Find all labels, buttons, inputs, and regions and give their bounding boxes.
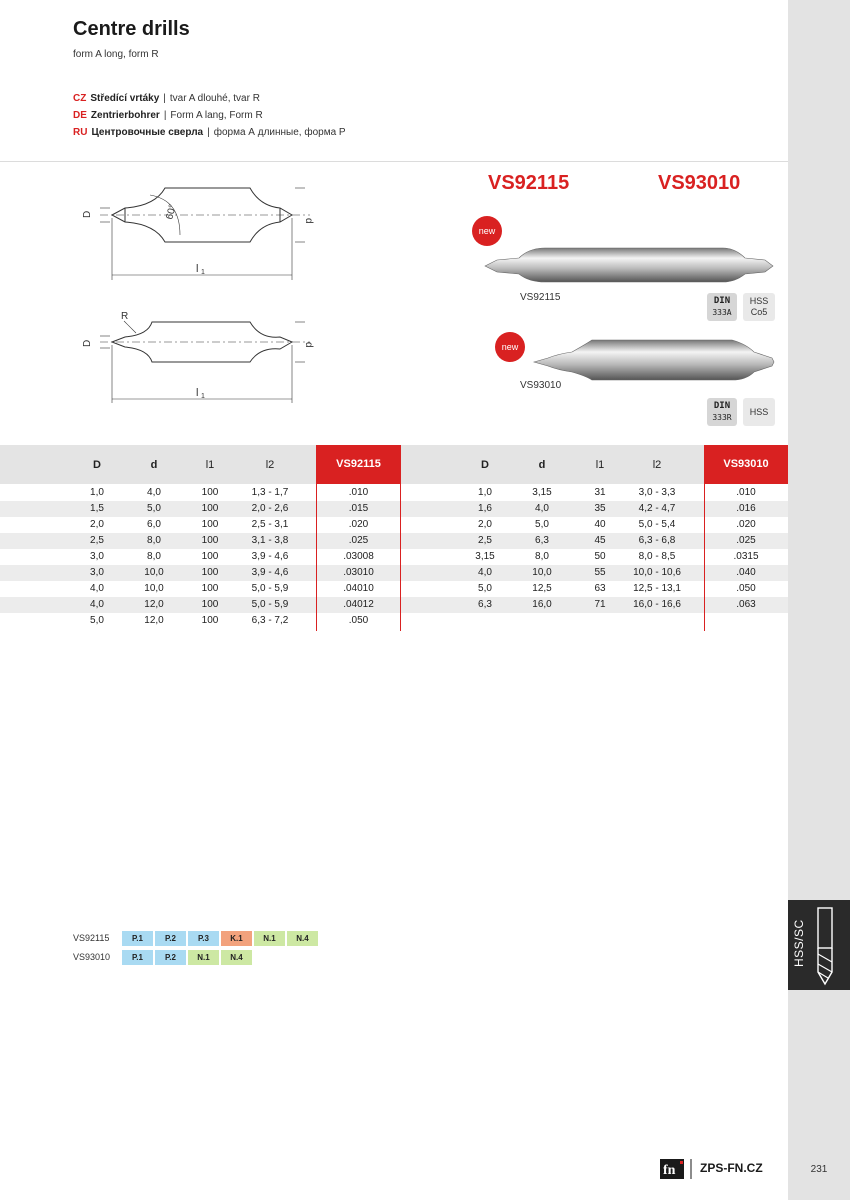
table-a-header-d: d: [150, 459, 158, 471]
din-badge-a: [707, 293, 737, 321]
table-cell: 3,0: [90, 567, 104, 578]
table-cell: .015: [348, 503, 369, 514]
drill-photo-b: [532, 336, 776, 384]
table-cell: 5,0 - 5,9: [251, 599, 289, 610]
table-cell: .025: [348, 535, 369, 546]
table-cell: 4,0: [90, 599, 104, 610]
label-D: D: [82, 339, 93, 347]
table-cell: 6,0: [147, 519, 161, 530]
lang-name: Středící vrtáky: [90, 93, 160, 104]
table-cell: 3,0 - 3,3: [638, 487, 676, 498]
table-cell: .0315: [733, 551, 759, 562]
lang-code: RU: [73, 127, 88, 138]
label-d: d: [303, 218, 314, 224]
table-cell: 3,1 - 3,8: [251, 535, 289, 546]
lang-desc: форма А длинные, форма Р: [213, 127, 346, 138]
drill-icon: [816, 906, 834, 986]
table-cell: 63: [594, 583, 606, 594]
table-cell: 2,5 - 3,1: [251, 519, 289, 530]
table-cell: .063: [736, 599, 756, 610]
table-cell: 100: [201, 567, 219, 578]
logo-text: fn: [663, 1163, 676, 1178]
table-a-code-border-right: [400, 484, 401, 631]
table-cell: 2,5: [478, 535, 492, 546]
table-cell: .010: [348, 487, 369, 498]
table-cell: 5,0: [535, 519, 549, 530]
material-chip: P.1: [122, 950, 153, 965]
footer-website[interactable]: ZPS-FN.CZ: [700, 1161, 763, 1175]
table-cell: 1,6: [478, 503, 492, 514]
label-l1-sub: 1: [201, 393, 205, 400]
table-cell: .04012: [343, 599, 374, 610]
material-row-label: VS93010: [73, 952, 111, 962]
table-cell: 16,0: [532, 599, 552, 610]
table-cell: 10,0 - 10,6: [633, 567, 681, 578]
right-sidebar: [788, 0, 850, 1200]
table-cell: 5,0 - 5,4: [638, 519, 676, 530]
new-badge: new: [472, 216, 502, 246]
table-cell: .03008: [343, 551, 374, 562]
table-row: [0, 501, 401, 517]
material-line1: HSS: [749, 296, 769, 306]
table-cell: .03010: [343, 567, 374, 578]
table-cell: 6,3: [478, 599, 492, 610]
table-cell: .020: [736, 519, 756, 530]
table-a-code-header: VS92115: [316, 445, 401, 484]
table-cell: 10,0: [144, 583, 164, 594]
table-cell: 4,2 - 4,7: [638, 503, 676, 514]
table-cell: .04010: [343, 583, 374, 594]
table-cell: 5,0 - 5,9: [251, 583, 289, 594]
material-chip: K.1: [221, 931, 252, 946]
table-cell: 100: [201, 599, 219, 610]
material-line1: HSS: [749, 406, 769, 417]
drawing-form-a: [80, 180, 320, 280]
translation-de: DE Zentrierbohrer | Form A lang, Form R: [73, 110, 263, 121]
table-cell: 6,3 - 7,2: [251, 615, 289, 626]
din-badge-b: [707, 398, 737, 426]
table-a-code-border-left: [316, 484, 317, 631]
table-cell: .025: [736, 535, 756, 546]
label-R: R: [121, 311, 129, 322]
drawing-form-r: [80, 305, 320, 405]
table-cell: 100: [201, 583, 219, 594]
table-cell: 50: [594, 551, 606, 562]
table-row: [0, 581, 401, 597]
table-a-header-l2: l2: [265, 459, 275, 471]
label-l1: l: [196, 387, 199, 399]
translation-ru: RU Центровочные сверла | форма А длинные, форма Р: [73, 127, 346, 138]
material-chip: N.4: [221, 950, 252, 965]
lang-code: CZ: [73, 93, 87, 104]
translation-cz: CZ Středící vrtáky | tvar A dlouhé, tvar R: [73, 93, 260, 104]
table-row: [0, 485, 401, 501]
table-cell: 4,0: [90, 583, 104, 594]
table-row: [0, 533, 401, 549]
table-a-header-l1: l1: [205, 459, 215, 471]
table-cell: 40: [594, 519, 606, 530]
table-cell: 8,0: [147, 535, 161, 546]
table-cell: .050: [736, 583, 756, 594]
table-cell: 1,0: [90, 487, 104, 498]
table-cell: 35: [594, 503, 606, 514]
material-row-label: VS92115: [73, 933, 110, 943]
table-cell: 2,0 - 2,6: [251, 503, 289, 514]
lang-desc: Form A lang, Form R: [170, 110, 263, 121]
material-line2: Co5: [750, 307, 768, 317]
tool-label-b: VS93010: [520, 380, 562, 391]
table-cell: 10,0: [144, 567, 164, 578]
material-chip: P.3: [188, 931, 219, 946]
table-cell: .050: [348, 615, 369, 626]
lang-code: DE: [73, 110, 87, 121]
table-cell: 5,0: [147, 503, 161, 514]
table-cell: 3,9 - 4,6: [251, 551, 289, 562]
table-b-header-D: D: [481, 459, 489, 471]
table-row: [401, 501, 788, 517]
din-bottom: 333R: [712, 413, 732, 422]
label-l1-sub: 1: [201, 269, 205, 276]
table-cell: 31: [594, 487, 606, 498]
table-cell: 100: [201, 615, 219, 626]
material-chip: N.1: [188, 950, 219, 965]
header-divider: [0, 161, 788, 162]
table-row: [401, 485, 788, 501]
table-cell: 4,0: [147, 487, 161, 498]
din-bottom: 333A: [712, 308, 732, 317]
table-a-header-D: D: [93, 459, 101, 471]
lang-name: Центровочные сверла: [91, 127, 204, 138]
fn-logo-icon: [660, 1157, 694, 1181]
table-cell: 12,0: [144, 599, 164, 610]
category-tab-label: HSS/SC: [792, 919, 806, 967]
table-row: [401, 565, 788, 581]
table-cell: 100: [201, 519, 219, 530]
page-number: 231: [810, 1164, 828, 1175]
table-cell: 1,3 - 1,7: [251, 487, 289, 498]
material-chip: N.1: [254, 931, 285, 946]
table-cell: 12,5: [532, 583, 552, 594]
new-badge: new: [495, 332, 525, 362]
table-cell: 2,0: [478, 519, 492, 530]
table-cell: 100: [201, 503, 219, 514]
din-top: DIN: [713, 401, 731, 411]
table-row: [0, 565, 401, 581]
label-D: D: [82, 210, 93, 218]
material-chip: N.4: [287, 931, 318, 946]
table-b-header-l2: l2: [652, 459, 662, 471]
table-cell: 4,0: [535, 503, 549, 514]
table-row: [0, 613, 401, 629]
table-row: [401, 597, 788, 613]
table-cell: .010: [736, 487, 756, 498]
material-badge-a: [743, 293, 775, 321]
table-cell: 6,3 - 6,8: [638, 535, 676, 546]
product-title-b: VS93010: [658, 172, 741, 194]
table-cell: 100: [201, 551, 219, 562]
table-cell: 5,0: [90, 615, 104, 626]
label-d: d: [303, 342, 314, 348]
table-b-header-d: d: [538, 459, 546, 471]
table-cell: 1,5: [90, 503, 104, 514]
page-subtitle: form A long, form R: [73, 49, 159, 60]
table-cell: 100: [201, 487, 219, 498]
lang-desc: tvar A dlouhé, tvar R: [169, 93, 260, 104]
table-cell: .016: [736, 503, 756, 514]
table-row: [401, 549, 788, 565]
table-cell: 71: [594, 599, 606, 610]
table-cell: .020: [348, 519, 369, 530]
material-chip: P.2: [155, 931, 186, 946]
din-top: DIN: [713, 296, 731, 306]
table-cell: 3,9 - 4,6: [251, 567, 289, 578]
material-badge-b: [743, 398, 775, 426]
table-cell: 16,0 - 16,6: [633, 599, 681, 610]
table-row: [0, 517, 401, 533]
table-cell: 100: [201, 535, 219, 546]
tool-label-a: VS92115: [520, 292, 561, 303]
table-b-code-header: VS93010: [704, 445, 788, 484]
table-cell: 12,0: [144, 615, 164, 626]
lang-name: Zentrierbohrer: [90, 110, 160, 121]
table-b-header-l1: l1: [595, 459, 605, 471]
material-chip: P.2: [155, 950, 186, 965]
table-cell: 3,15: [532, 487, 552, 498]
table-cell: 8,0: [147, 551, 161, 562]
label-l1: l: [196, 263, 199, 275]
table-row: [401, 581, 788, 597]
table-cell: 8,0 - 8,5: [638, 551, 676, 562]
table-cell: 12,5 - 13,1: [633, 583, 681, 594]
table-cell: 3,15: [475, 551, 495, 562]
table-row: [401, 517, 788, 533]
table-cell: .040: [736, 567, 756, 578]
table-cell: 55: [594, 567, 606, 578]
table-cell: 3,0: [90, 551, 104, 562]
category-tab[interactable]: [788, 900, 850, 990]
label-angle: 60°: [164, 203, 179, 221]
table-b-code-border-left: [704, 484, 705, 631]
material-chip: P.1: [122, 931, 153, 946]
table-cell: 8,0: [535, 551, 549, 562]
table-cell: 4,0: [478, 567, 492, 578]
table-row: [0, 549, 401, 565]
table-cell: 45: [594, 535, 606, 546]
page-title: Centre drills: [73, 18, 190, 40]
table-row: [0, 597, 401, 613]
drill-photo-a: [483, 244, 775, 284]
table-cell: 2,0: [90, 519, 104, 530]
table-cell: 10,0: [532, 567, 552, 578]
table-cell: 1,0: [478, 487, 492, 498]
table-row: [401, 533, 788, 549]
table-cell: 2,5: [90, 535, 104, 546]
table-cell: 5,0: [478, 583, 492, 594]
table-cell: 6,3: [535, 535, 549, 546]
product-title-a: VS92115: [488, 172, 570, 194]
